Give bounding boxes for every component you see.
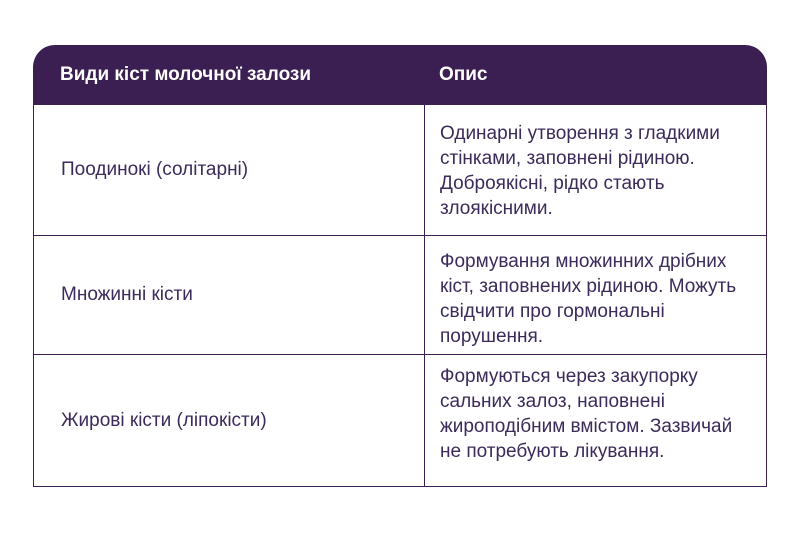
cyst-type-cell: Поодинокі (солітарні)	[34, 105, 425, 235]
header-types: Види кіст молочної залози	[60, 64, 312, 85]
table-row	[33, 355, 767, 487]
table-header	[33, 45, 767, 105]
cyst-types-table	[33, 45, 767, 487]
table-row	[33, 236, 767, 355]
header-description: Опис	[439, 64, 488, 85]
table-row	[33, 105, 767, 236]
cyst-description-cell: Формуються через закупорку сальних залоз, наповнені жироподібним вмістом. Зазвичай не потребують лікування.	[440, 366, 733, 462]
cyst-description-cell: Одинарні утворення з гладкими стінками, заповнені рідиною. Доброякісні, рідко стають злоякісними.	[440, 123, 720, 219]
cyst-type-cell: Множинні кісти	[34, 236, 425, 354]
cyst-description-cell: Формування множинних дрібних кіст, заповнених рідиною. Можуть свідчити про гормональні порушення.	[440, 251, 737, 347]
cyst-type-cell: Жирові кісти (ліпокісти)	[34, 355, 425, 486]
